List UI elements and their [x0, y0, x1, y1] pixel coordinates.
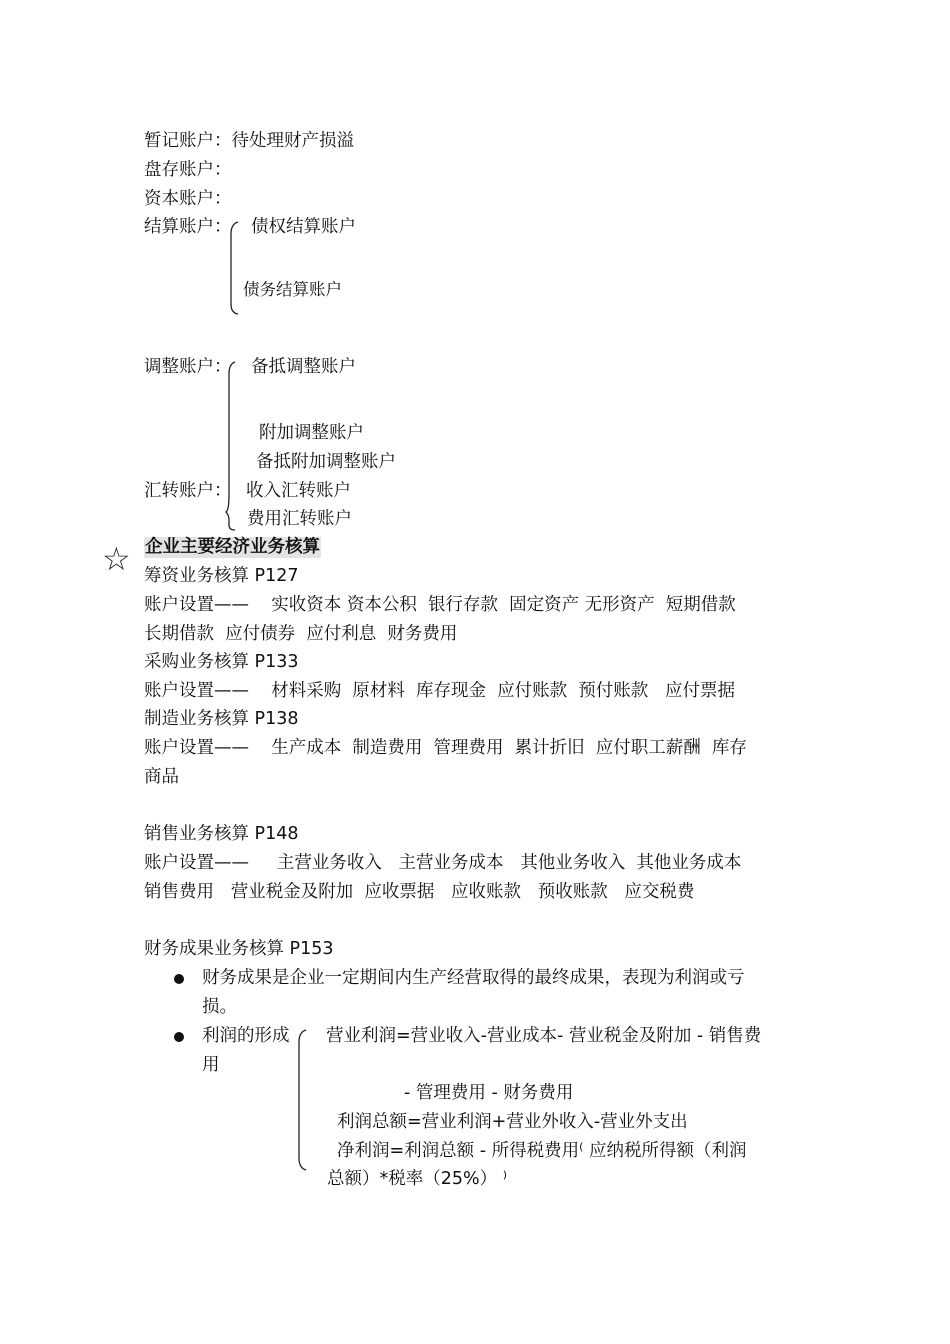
manufacturing-accounts-line1: 账户设置—— 生产成本 制造费用 管理费用 累计折旧 应付职工薪酬 库存 [144, 738, 747, 758]
sales-accounts-line1: 账户设置—— 主营业务收入 主营业务成本 其他业务收入 其他业务成本 [144, 853, 742, 873]
adjustment-item-contra: 备抵调整账户 [251, 357, 356, 377]
purchase-accounts-line1: 账户设置—— 材料采购 原材料 库存现金 应付账款 预付账款 应付票据 [144, 681, 735, 701]
profit-formation-label-wrap: 用 [202, 1055, 220, 1075]
results-bullet1-line2: 损。 [202, 997, 237, 1017]
bullet-icon [174, 1032, 184, 1042]
profit-formation-label: 利润的形成 [202, 1026, 290, 1046]
manufacturing-accounts-line2: 商品 [144, 767, 179, 787]
sales-title: 销售业务核算 P148 [144, 824, 299, 844]
transfer-item-expense: 费用汇转账户 [247, 509, 352, 529]
settlement-item-creditor: 债权结算账户 [251, 217, 356, 237]
capital-account-line: 资本账户： [144, 189, 232, 209]
adjustment-brace [222, 360, 242, 532]
temporary-account-line: 暂记账户：待处理财产损溢 [144, 131, 354, 151]
purchase-title: 采购业务核算 P133 [144, 652, 299, 672]
sales-accounts-line2: 销售费用 营业税金及附加 应收票据 应收账款 预收账款 应交税费 [144, 882, 695, 902]
settlement-brace [224, 220, 244, 316]
profit-brace [292, 1028, 312, 1172]
financing-accounts-line2: 长期借款 应付债券 应付利息 财务费用 [144, 624, 458, 644]
adjustment-item-contra-adjunct: 备抵附加调整账户 [256, 452, 396, 472]
operating-profit-formula-cont: - 管理费用 - 财务费用 [404, 1083, 574, 1103]
settlement-account-label: 结算账户： [144, 217, 232, 237]
section-title: 企业主要经济业务核算 [145, 537, 320, 557]
adjustment-item-adjunct: 附加调整账户 [259, 423, 364, 443]
manufacturing-title: 制造业务核算 P138 [144, 709, 299, 729]
financing-title: 筹资业务核算 P127 [144, 566, 299, 586]
transfer-item-income: 收入汇转账户 [246, 481, 351, 501]
results-title: 财务成果业务核算 P153 [144, 939, 334, 959]
results-bullet1-line1: 财务成果是企业一定期间内生产经营取得的最终成果，表现为利润或亏 [202, 968, 745, 988]
total-profit-formula: 利润总额=营业利润+营业外收入-营业外支出 [337, 1112, 688, 1132]
inventory-account-line: 盘存账户： [144, 160, 232, 180]
star-icon: ☆ [102, 540, 131, 578]
net-profit-formula-line2: 总额）*税率（25%） ⁾ [327, 1169, 508, 1189]
bullet-icon [174, 974, 184, 984]
operating-profit-formula: 营业利润=营业收入-营业成本- 营业税金及附加 - 销售费 [326, 1026, 762, 1046]
net-profit-formula-line1: 净利润=利润总额 - 所得税费用⁽ 应纳税所得额（利润 [337, 1141, 747, 1161]
transfer-account-label: 汇转账户： [144, 481, 232, 501]
adjustment-account-label: 调整账户： [144, 357, 232, 377]
financing-accounts-line1: 账户设置—— 实收资本 资本公积 银行存款 固定资产 无形资产 短期借款 [144, 595, 736, 615]
settlement-item-debtor: 债务结算账户 [243, 280, 342, 299]
